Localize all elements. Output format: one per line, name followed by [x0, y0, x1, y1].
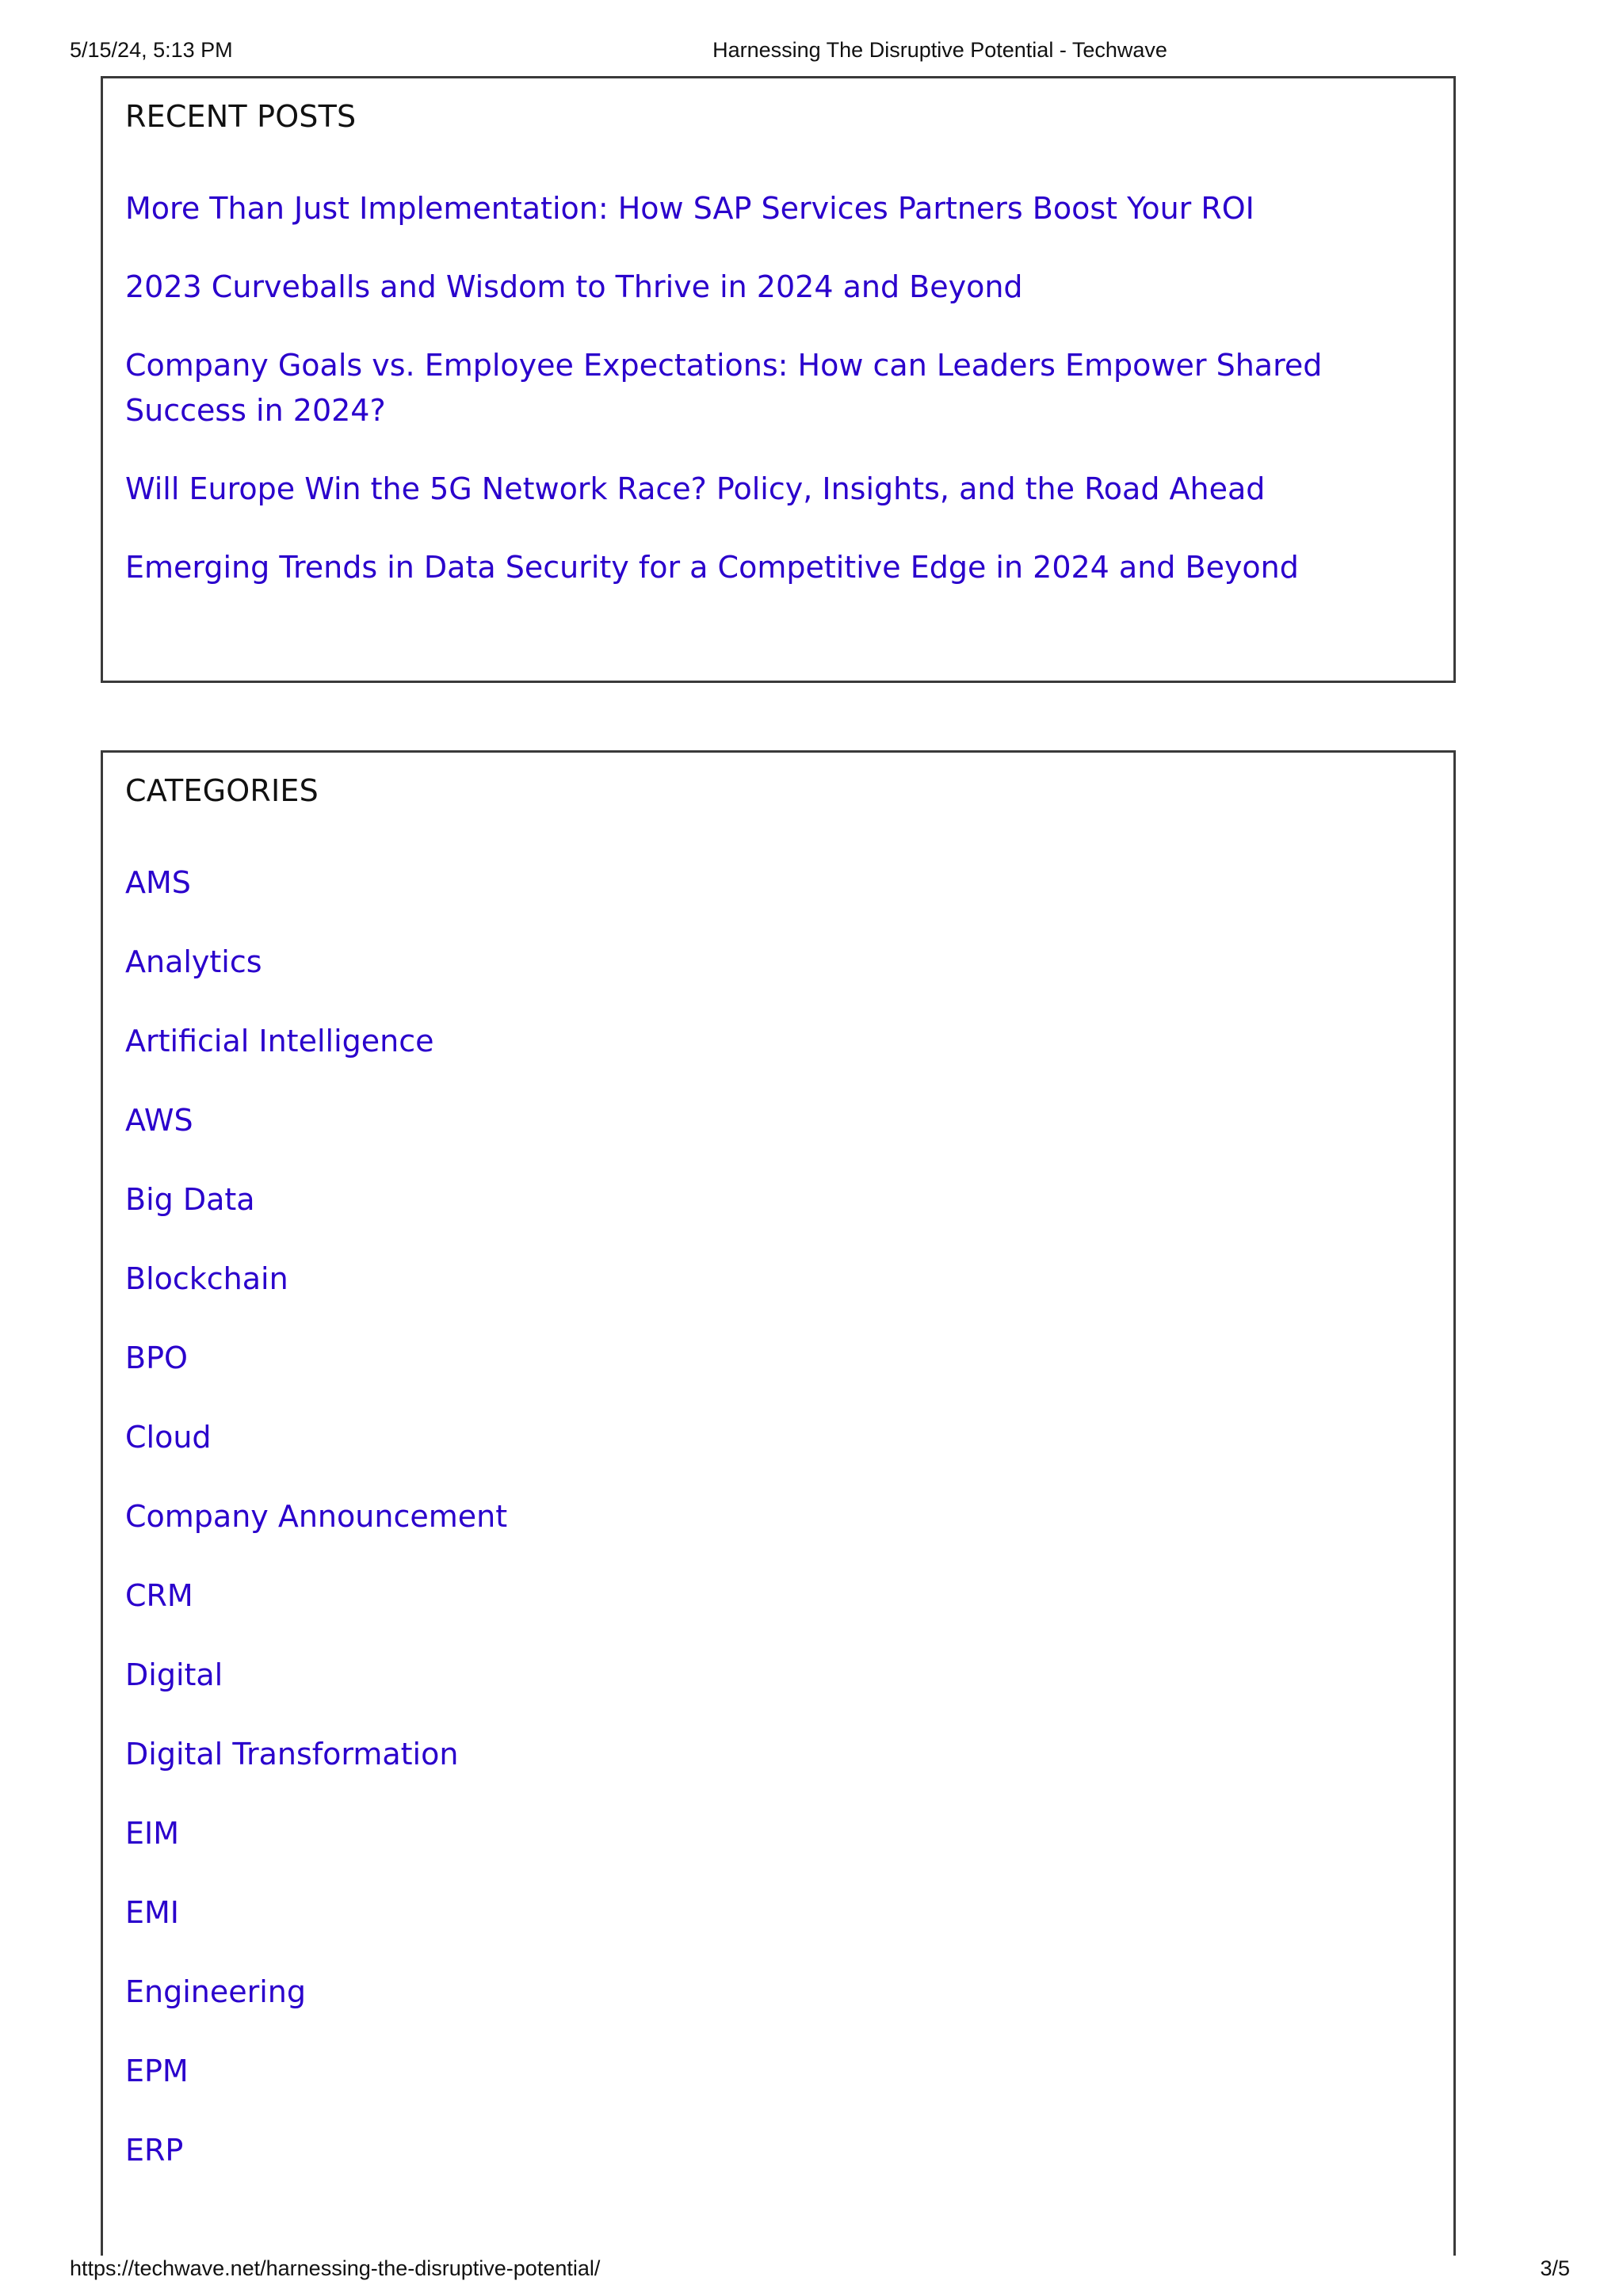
category-link[interactable]: Cloud: [125, 1420, 212, 1455]
category-link[interactable]: Engineering: [125, 1974, 306, 2009]
category-link[interactable]: AMS: [125, 865, 191, 900]
category-link[interactable]: Analytics: [125, 944, 262, 979]
category-link[interactable]: Big Data: [125, 1182, 255, 1217]
print-footer: [0, 2256, 1623, 2285]
print-datetime: 5/15/24, 5:13 PM: [70, 38, 233, 62]
category-link[interactable]: Digital Transformation: [125, 1737, 459, 1772]
category-link[interactable]: AWS: [125, 1103, 193, 1138]
category-link[interactable]: EPM: [125, 2054, 189, 2088]
category-link[interactable]: EMI: [125, 1895, 180, 1930]
recent-posts-list: [125, 186, 1422, 624]
category-link[interactable]: Artificial Intelligence: [125, 1024, 434, 1058]
category-link[interactable]: EIM: [125, 1816, 180, 1851]
recent-post-link[interactable]: 2023 Curveballs and Wisdom to Thrive in 2024 and Beyond: [125, 269, 1023, 304]
recent-post-link[interactable]: Company Goals vs. Employee Expectations: How can Leaders Empower Shared Success in 2024?: [125, 348, 1323, 428]
category-link[interactable]: ERP: [125, 2133, 184, 2168]
category-link[interactable]: Company Announcement: [125, 1499, 508, 1534]
print-url: https://techwave.net/harnessing-the-disruptive-potential/: [70, 2256, 601, 2280]
category-link[interactable]: CRM: [125, 1578, 193, 1613]
recent-post-link[interactable]: Will Europe Win the 5G Network Race? Policy, Insights, and the Road Ahead: [125, 471, 1266, 506]
categories-list: [125, 860, 1422, 2207]
category-link[interactable]: Digital: [125, 1657, 223, 1692]
print-header: [0, 38, 1623, 67]
categories-title: CATEGORIES: [125, 773, 319, 808]
category-link[interactable]: Blockchain: [125, 1261, 288, 1296]
recent-posts-widget: [101, 76, 1456, 683]
recent-post-link[interactable]: Emerging Trends in Data Security for a Competitive Edge in 2024 and Beyond: [125, 550, 1299, 585]
recent-post-link[interactable]: More Than Just Implementation: How SAP Services Partners Boost Your ROI: [125, 191, 1254, 226]
category-link[interactable]: BPO: [125, 1341, 188, 1375]
recent-posts-title: RECENT POSTS: [125, 99, 357, 134]
categories-widget: [101, 750, 1456, 2256]
print-page-title: Harnessing The Disruptive Potential - Techwave: [712, 38, 1167, 62]
print-page-number: 3/5: [1540, 2256, 1570, 2280]
